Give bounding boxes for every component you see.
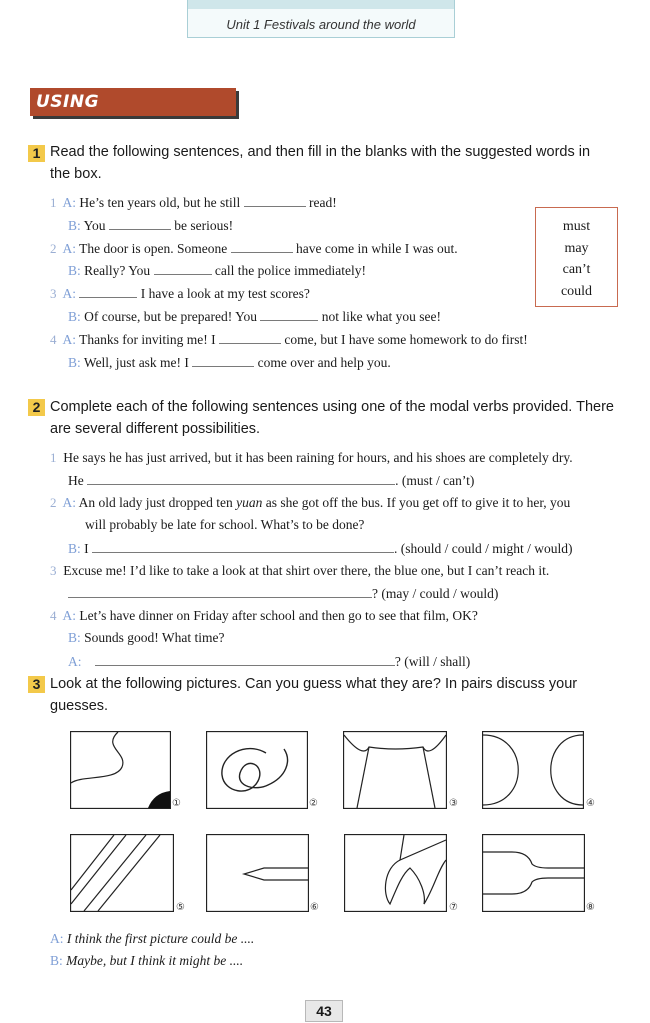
s2-item-1-l1: [50, 450, 573, 466]
picture-2: [206, 731, 308, 809]
sentence-text: The door is open. Someone: [79, 241, 228, 256]
picture-label-5: ⑤: [176, 902, 185, 913]
speaker-label: B:: [50, 953, 63, 968]
sentence-text: Excuse me! I’d like to take a look at that shirt over there, the blue one, but I can’t reach it.: [63, 563, 550, 578]
sentence-text: yuan: [236, 495, 263, 510]
answer-blank[interactable]: [192, 354, 254, 367]
page-number: 43: [305, 1000, 343, 1022]
sentence-text: not like what you see!: [321, 309, 441, 324]
speaker-label: A:: [50, 931, 64, 946]
unit-header: [187, 0, 455, 38]
s2-item-1-l2: [68, 472, 474, 489]
word-box-item: can’t: [562, 262, 591, 277]
answer-blank[interactable]: [95, 653, 395, 666]
speaker-label: A:: [62, 195, 77, 210]
sentence-text: . (must / can’t): [395, 473, 475, 488]
section-3-instruction-line-1: Look at the following pictures. Can you guess what they are? In pairs discuss your: [50, 676, 578, 692]
picture-label-8: ⑧: [586, 902, 595, 913]
section-2-number: 2: [28, 399, 45, 416]
section-3-instruction-line-2: guesses.: [50, 698, 109, 714]
s1-item-2-a: [50, 240, 458, 257]
unit-title: Unit 1 Festivals around the world: [226, 17, 416, 32]
picture-label-1: ①: [172, 798, 181, 809]
word-box: [535, 207, 618, 307]
sentence-text: call the police immediately!: [214, 263, 366, 278]
sentence-text: be serious!: [174, 218, 234, 233]
s1-item-1-b: [68, 217, 233, 234]
answer-blank[interactable]: [109, 217, 171, 230]
s2-item-2-l2: will probably be late for school. What’s to be done?: [85, 517, 365, 532]
speaker-label: B:: [68, 218, 81, 233]
item-number: 3: [50, 563, 57, 578]
picture-7: [344, 834, 447, 912]
section-3-number: 3: [28, 676, 45, 693]
word-box-item: could: [560, 283, 593, 299]
picture-label-3: ③: [449, 798, 458, 809]
speaker-label: B:: [68, 355, 81, 370]
sentence-text: He: [68, 473, 84, 488]
sentence-text: You: [83, 218, 106, 233]
sentence-text: Thanks for inviting me! I: [79, 332, 216, 347]
sentence-text: Let’s have dinner on Friday after school and then go to see that film, OK?: [79, 608, 478, 623]
answer-blank[interactable]: [79, 285, 137, 298]
dialog-text: Maybe, but I think it might be ....: [66, 953, 244, 968]
sentence-text: He’s ten years old, but he still: [79, 195, 241, 210]
answer-blank[interactable]: [92, 540, 394, 553]
picture-4: [482, 731, 584, 809]
sentence-text: come over and help you.: [257, 355, 391, 370]
sentence-text: read!: [309, 195, 337, 210]
answer-blank[interactable]: [260, 308, 318, 321]
picture-8: [482, 834, 585, 912]
sentence-text: An old lady just dropped ten: [78, 495, 233, 510]
sentence-text: Sounds good! What time?: [84, 630, 225, 645]
s1-item-3-b: [68, 308, 441, 325]
s1-item-1-a: [50, 194, 337, 211]
sentence-text: come, but I have some homework to do first!: [284, 332, 528, 347]
answer-blank[interactable]: [219, 331, 281, 344]
answer-blank[interactable]: [68, 585, 372, 598]
speaker-label: A:: [68, 654, 82, 669]
picture-label-2: ②: [309, 798, 318, 809]
s2-item-3-l2: [68, 585, 498, 602]
speaker-label: A:: [62, 495, 77, 510]
sentence-text: ? (will / shall): [394, 654, 471, 669]
sentence-text: Of course, but be prepared! You: [84, 309, 257, 324]
item-number: 1: [50, 450, 57, 465]
speaker-label: B:: [68, 541, 81, 556]
item-number: 4: [50, 608, 57, 623]
item-number: 2: [50, 495, 57, 510]
s1-item-2-b: [68, 262, 366, 279]
s2-item-4-a: [50, 608, 478, 624]
s2-item-4-b: [68, 630, 225, 646]
header-band: [188, 0, 454, 9]
section-1-number: 1: [28, 145, 45, 162]
sentence-text: Really? You: [84, 263, 151, 278]
answer-blank[interactable]: [244, 194, 306, 207]
sentence-text: Well, just ask me! I: [83, 355, 189, 370]
speaker-label: A:: [62, 608, 77, 623]
item-number: 1: [50, 195, 57, 210]
speaker-label: B:: [68, 630, 81, 645]
picture-6: [206, 834, 309, 912]
sentence-text: have come in while I was out.: [296, 241, 458, 256]
section-banner: [30, 88, 236, 140]
section-2-instruction-line-2: are several different possibilities.: [50, 421, 261, 437]
banner-title: USING STRUCTURES: [30, 88, 236, 116]
s1-item-4-b: [68, 354, 391, 371]
speaker-label: A:: [62, 286, 77, 301]
sentence-text: ? (may / could / would): [372, 586, 499, 601]
speaker-label: A:: [62, 241, 77, 256]
section-2-instruction-line-1: Complete each of the following sentences using one of the modal verbs provided. There: [50, 399, 614, 415]
s2-item-2-l1: [50, 495, 570, 511]
s1-item-4-a: [50, 331, 528, 348]
s2-item-2-b: [68, 540, 573, 557]
picture-label-7: ⑦: [449, 902, 458, 913]
speaker-label: B:: [68, 309, 81, 324]
section-1-instruction-line-1: Read the following sentences, and then fill in the blanks with the suggested words in: [50, 144, 591, 160]
s2-item-3-l1: [50, 563, 549, 579]
picture-5: [70, 834, 174, 912]
sentence-text: I: [84, 541, 89, 556]
speaker-label: A:: [62, 332, 77, 347]
item-number: 4: [50, 332, 57, 347]
answer-blank[interactable]: [87, 472, 395, 485]
section-1-instruction-line-2: the box.: [50, 166, 102, 182]
answer-blank[interactable]: [231, 240, 293, 253]
sentence-text: He says he has just arrived, but it has been raining for hours, and his shoes are completely dry.: [63, 450, 573, 465]
word-box-item: must: [562, 219, 591, 234]
picture-1: [70, 731, 171, 809]
sentence-text: . (should / could / might / would): [394, 541, 573, 556]
answer-blank[interactable]: [154, 262, 212, 275]
picture-label-6: ⑥: [310, 902, 319, 913]
item-number: 3: [50, 286, 57, 301]
sentence-text: I have a look at my test scores?: [140, 286, 310, 301]
word-box-item: may: [564, 240, 589, 256]
picture-3: [343, 731, 447, 809]
dialog-text: I think the first picture could be ....: [66, 931, 255, 946]
s2-item-4-a2: [68, 653, 470, 670]
sentence-text: as she got off the bus. If you get off to give it to her, you: [265, 495, 571, 510]
speaker-label: B:: [68, 263, 81, 278]
item-number: 2: [50, 241, 57, 256]
picture-label-4: ④: [586, 798, 595, 809]
dialog-b: [50, 953, 243, 969]
dialog-a: [50, 931, 254, 947]
s1-item-3-a: [50, 285, 310, 302]
